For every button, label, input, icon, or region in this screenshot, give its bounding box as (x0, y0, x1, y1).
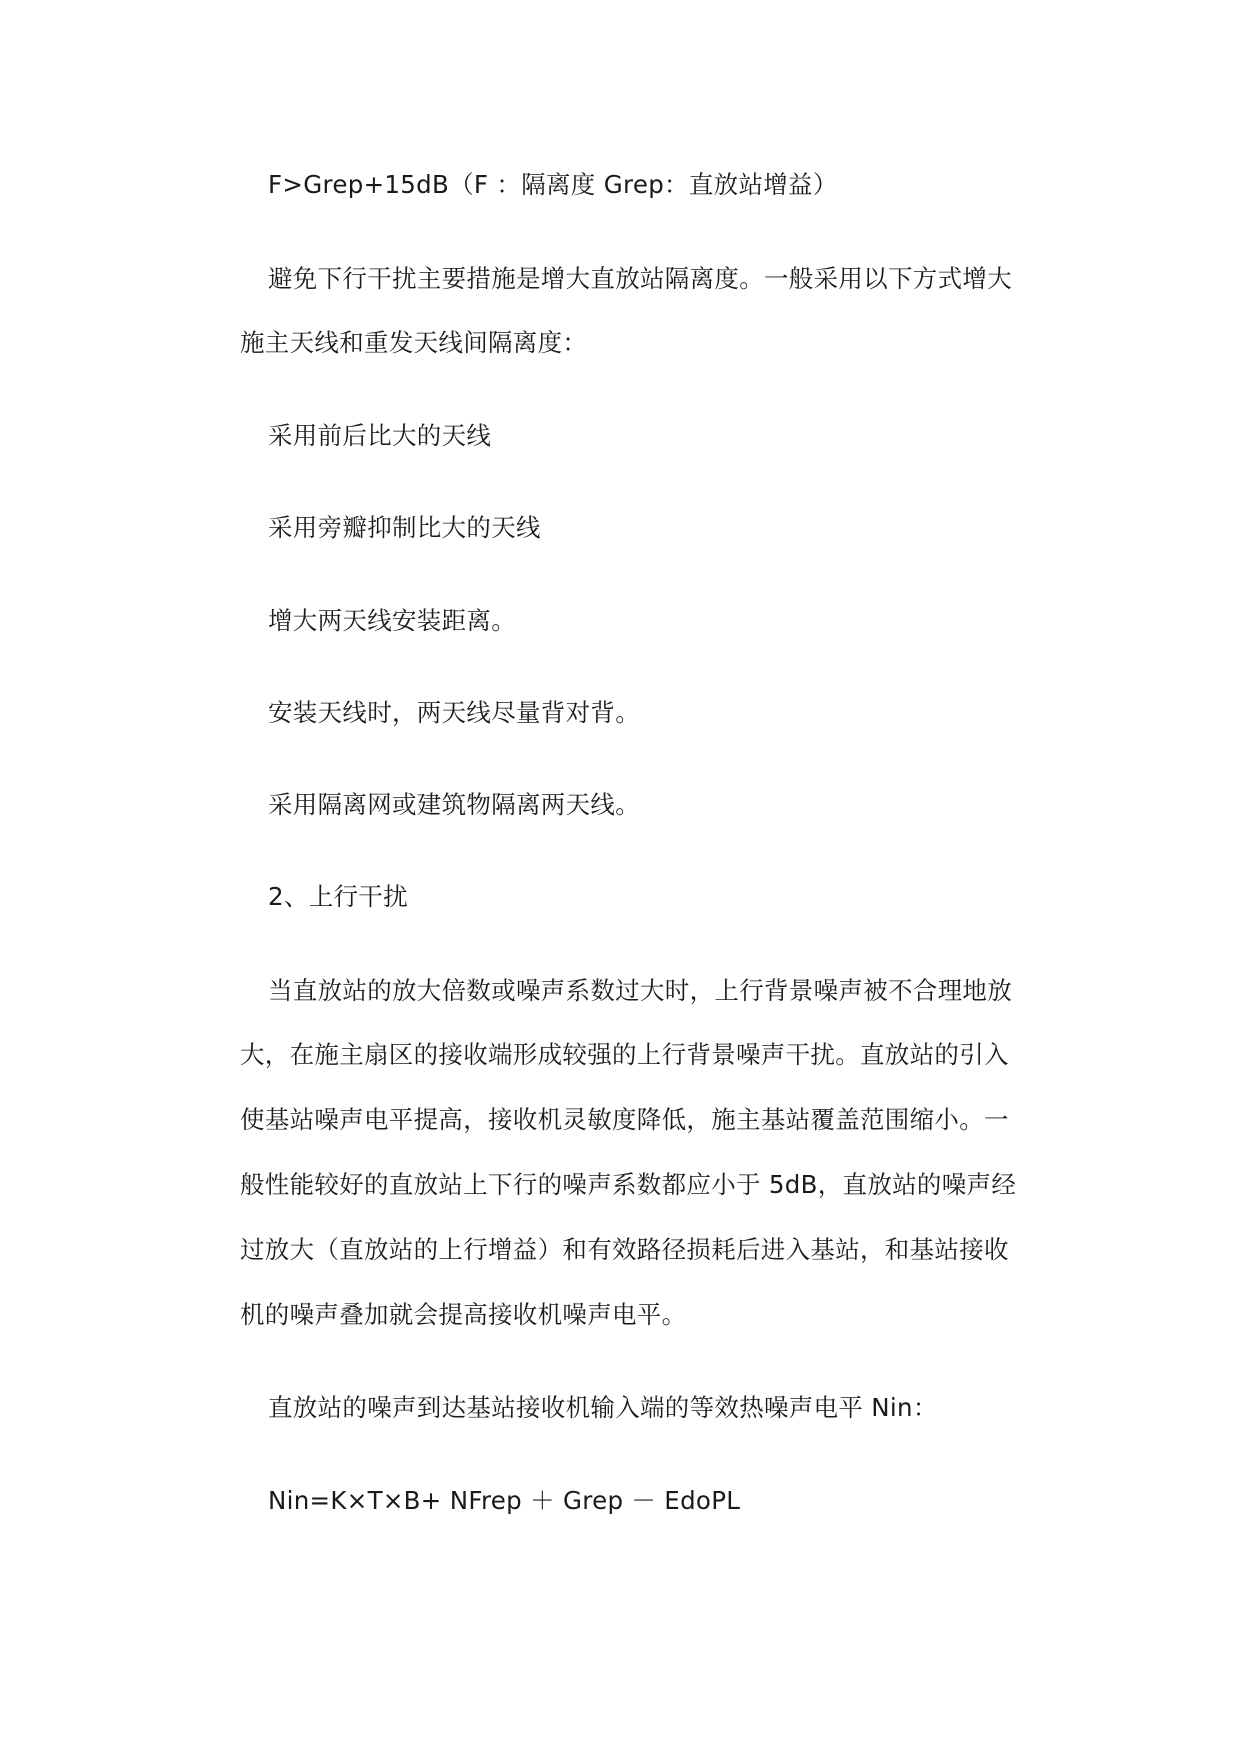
paragraph-uplink-line-4: 般性能较好的直放站上下行的噪声系数都应小于 5dB，直放站的噪声经 (240, 1170, 1017, 1199)
paragraph-uplink-line-1: 当直放站的放大倍数或噪声系数过大时，上行背景噪声被不合理地放 (268, 976, 1012, 1005)
paragraph-noise-intro: 直放站的噪声到达基站接收机输入端的等效热噪声电平 Nin： (268, 1393, 938, 1422)
measure-item-3: 增大两天线安装距离。 (268, 606, 516, 635)
paragraph-downlink-line-2: 施主天线和重发天线间隔离度： (240, 328, 588, 357)
measure-item-5: 采用隔离网或建筑物隔离两天线。 (268, 790, 640, 819)
formula-isolation: F>Grep+15dB（F ：隔离度 Grep：直放站增益） (268, 170, 838, 199)
paragraph-uplink-line-2: 大，在施主扇区的接收端形成较强的上行背景噪声干扰。直放站的引入 (240, 1040, 1009, 1069)
formula-nin: Nin=K×T×B+ NFrep ＋ Grep － EdoPL (268, 1486, 741, 1515)
paragraph-downlink-line-1: 避免下行干扰主要措施是增大直放站隔离度。一般采用以下方式增大 (268, 264, 1012, 293)
measure-item-1: 采用前后比大的天线 (268, 421, 492, 450)
measure-item-2: 采用旁瓣抑制比大的天线 (268, 513, 541, 542)
section-heading-uplink: 2、上行干扰 (268, 882, 408, 911)
paragraph-uplink-line-3: 使基站噪声电平提高，接收机灵敏度降低，施主基站覆盖范围缩小。一 (240, 1105, 1009, 1134)
measure-item-4: 安装天线时，两天线尽量背对背。 (268, 698, 640, 727)
paragraph-uplink-line-6: 机的噪声叠加就会提高接收机噪声电平。 (240, 1300, 687, 1329)
paragraph-uplink-line-5: 过放大（直放站的上行增益）和有效路径损耗后进入基站，和基站接收 (240, 1235, 1009, 1264)
